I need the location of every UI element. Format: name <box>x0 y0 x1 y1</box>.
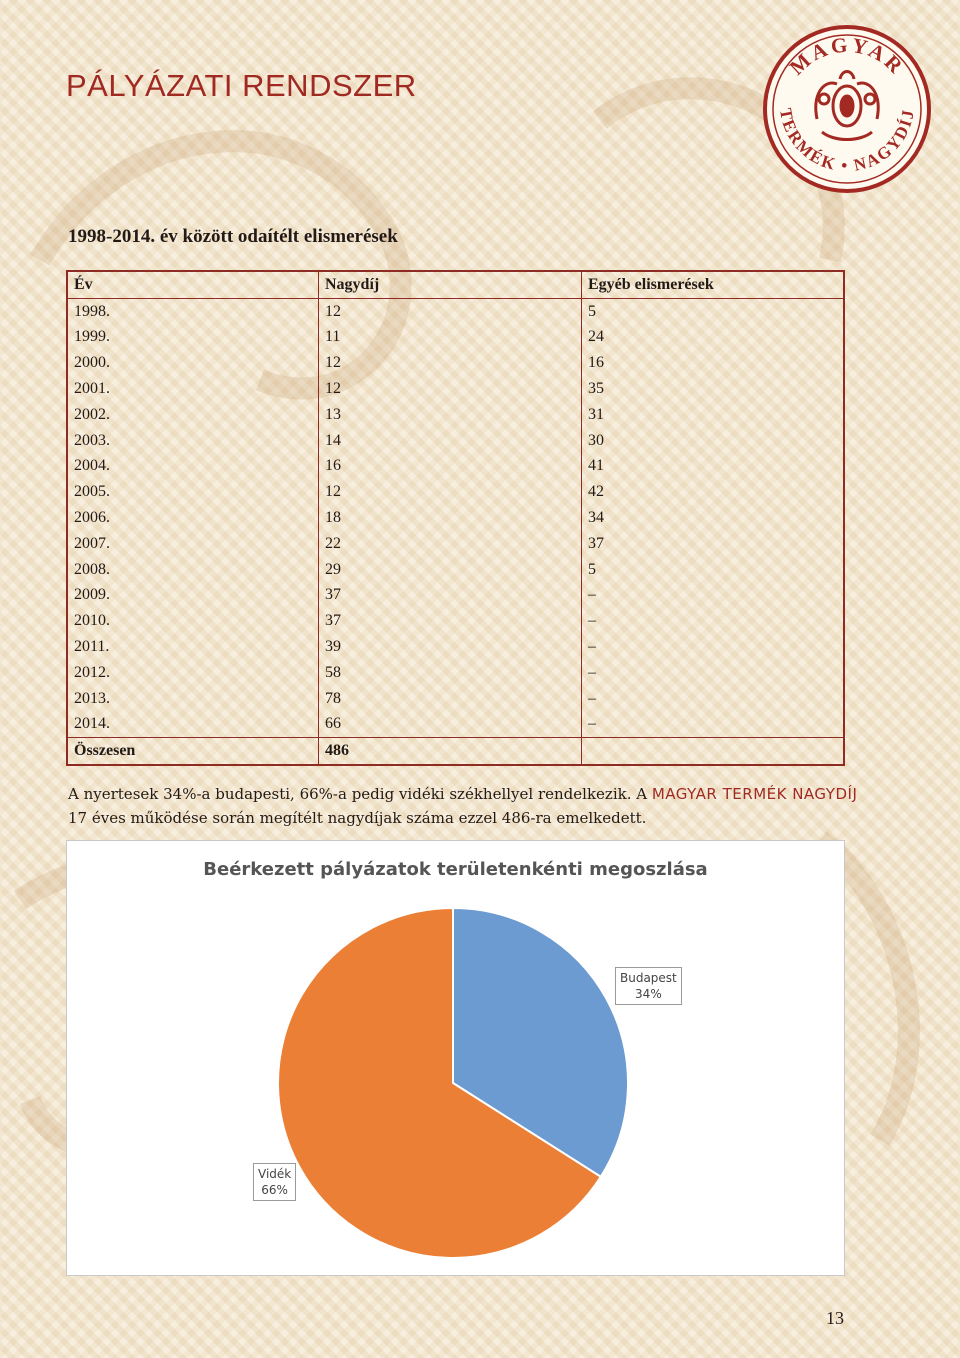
pie-label-budapest-name: Budapest <box>620 971 677 985</box>
cell-other-awards: – <box>588 663 596 681</box>
page-number: 13 <box>826 1308 844 1328</box>
column-header-grand-prize: Nagydíj <box>319 271 582 298</box>
cell-other-awards: 5 <box>588 302 596 320</box>
cell-other-awards: 30 <box>588 431 604 449</box>
cell-other-awards: 35 <box>588 380 604 398</box>
chart-title: Beérkezett pályázatok területenkénti megoszlása <box>203 859 708 880</box>
cell-other-awards: 16 <box>588 354 604 372</box>
table-row <box>67 402 844 428</box>
summary-text-1: A nyertesek 34%-a budapesti, 66%-a pedig vidéki székhellyel rendelkezik. A <box>68 785 652 803</box>
pie-label-budapest-value: 34% <box>635 987 662 1001</box>
cell-year: 1999. <box>67 325 319 351</box>
table-row <box>67 634 844 660</box>
column-header-year: Év <box>67 271 319 298</box>
cell-year: 2003. <box>67 428 319 454</box>
table-row <box>67 479 844 505</box>
cell-year: 2006. <box>67 505 319 531</box>
table-row <box>67 350 844 376</box>
table-row <box>67 428 844 454</box>
cell-year: 1998. <box>67 298 319 324</box>
cell-grand-prize: 37 <box>319 583 582 609</box>
cell-year: 2002. <box>67 402 319 428</box>
cell-total-other <box>582 738 845 765</box>
cell-total-label: Összesen <box>67 738 319 765</box>
cell-grand-prize: 29 <box>319 557 582 583</box>
pie-chart-svg <box>67 841 844 1275</box>
pie-label-videk <box>253 1163 296 1201</box>
brand-name: MAGYAR TERMÉK NAGYDÍJ <box>651 785 858 803</box>
table-row <box>67 376 844 402</box>
table-row <box>67 583 844 609</box>
cell-grand-prize: 66 <box>319 712 582 738</box>
cell-year: 2011. <box>67 634 319 660</box>
pie-label-budapest <box>615 967 682 1005</box>
svg-text:TERMÉK • NAGYDÍJ: TERMÉK • NAGYDÍJ <box>775 106 918 176</box>
cell-grand-prize: 78 <box>319 686 582 712</box>
cell-grand-prize: 18 <box>319 505 582 531</box>
cell-year: 2008. <box>67 557 319 583</box>
table-row <box>67 686 844 712</box>
cell-grand-prize: 13 <box>319 402 582 428</box>
table-row <box>67 712 844 738</box>
cell-year: 2013. <box>67 686 319 712</box>
column-header-other-awards: Egyéb elismerések <box>582 271 845 298</box>
summary-paragraph <box>68 782 858 830</box>
cell-grand-prize: 39 <box>319 634 582 660</box>
table-row <box>67 531 844 557</box>
cell-grand-prize: 16 <box>319 454 582 480</box>
table-header-row <box>67 271 844 298</box>
cell-other-awards: – <box>588 586 596 604</box>
cell-grand-prize: 12 <box>319 298 582 324</box>
cell-other-awards: – <box>588 612 596 630</box>
cell-year: 2001. <box>67 376 319 402</box>
cell-year: 2005. <box>67 479 319 505</box>
cell-year: 2000. <box>67 350 319 376</box>
pie-label-videk-name: Vidék <box>258 1167 292 1181</box>
table-row <box>67 298 844 324</box>
table-total-row <box>67 738 844 765</box>
cell-grand-prize: 22 <box>319 531 582 557</box>
awards-table <box>66 270 845 766</box>
cell-grand-prize: 12 <box>319 479 582 505</box>
magyar-termek-nagydij-logo <box>762 24 932 194</box>
cell-other-awards: 37 <box>588 534 604 552</box>
cell-year: 2014. <box>67 712 319 738</box>
cell-year: 2007. <box>67 531 319 557</box>
cell-grand-prize: 58 <box>319 660 582 686</box>
cell-year: 2009. <box>67 583 319 609</box>
table-row <box>67 325 844 351</box>
cell-other-awards: 41 <box>588 457 604 475</box>
cell-other-awards: 5 <box>588 560 596 578</box>
cell-grand-prize: 37 <box>319 608 582 634</box>
cell-other-awards: – <box>588 689 596 707</box>
svg-text:MAGYAR: MAGYAR <box>784 32 910 80</box>
summary-text-2: 17 éves működése során megítélt nagydíjak száma ezzel 486-ra emelkedett. <box>68 809 647 827</box>
table-row <box>67 608 844 634</box>
table-row <box>67 557 844 583</box>
cell-other-awards: 34 <box>588 509 604 527</box>
cell-year: 2012. <box>67 660 319 686</box>
cell-year: 2004. <box>67 454 319 480</box>
pie-chart <box>66 840 845 1276</box>
cell-other-awards: 24 <box>588 328 604 346</box>
cell-other-awards: – <box>588 715 596 733</box>
cell-total-grand-prize: 486 <box>319 738 582 765</box>
cell-other-awards: – <box>588 638 596 656</box>
cell-grand-prize: 12 <box>319 350 582 376</box>
cell-grand-prize: 14 <box>319 428 582 454</box>
cell-grand-prize: 11 <box>319 325 582 351</box>
cell-year: 2010. <box>67 608 319 634</box>
pie-label-videk-value: 66% <box>261 1183 288 1197</box>
cell-other-awards: 42 <box>588 483 604 501</box>
page-title: PÁLYÁZATI RENDSZER <box>66 68 417 103</box>
cell-other-awards: 31 <box>588 405 604 423</box>
table-row <box>67 660 844 686</box>
section-title: 1998-2014. év között odaítélt elismerések <box>68 226 398 247</box>
cell-grand-prize: 12 <box>319 376 582 402</box>
table-row <box>67 454 844 480</box>
table-row <box>67 505 844 531</box>
